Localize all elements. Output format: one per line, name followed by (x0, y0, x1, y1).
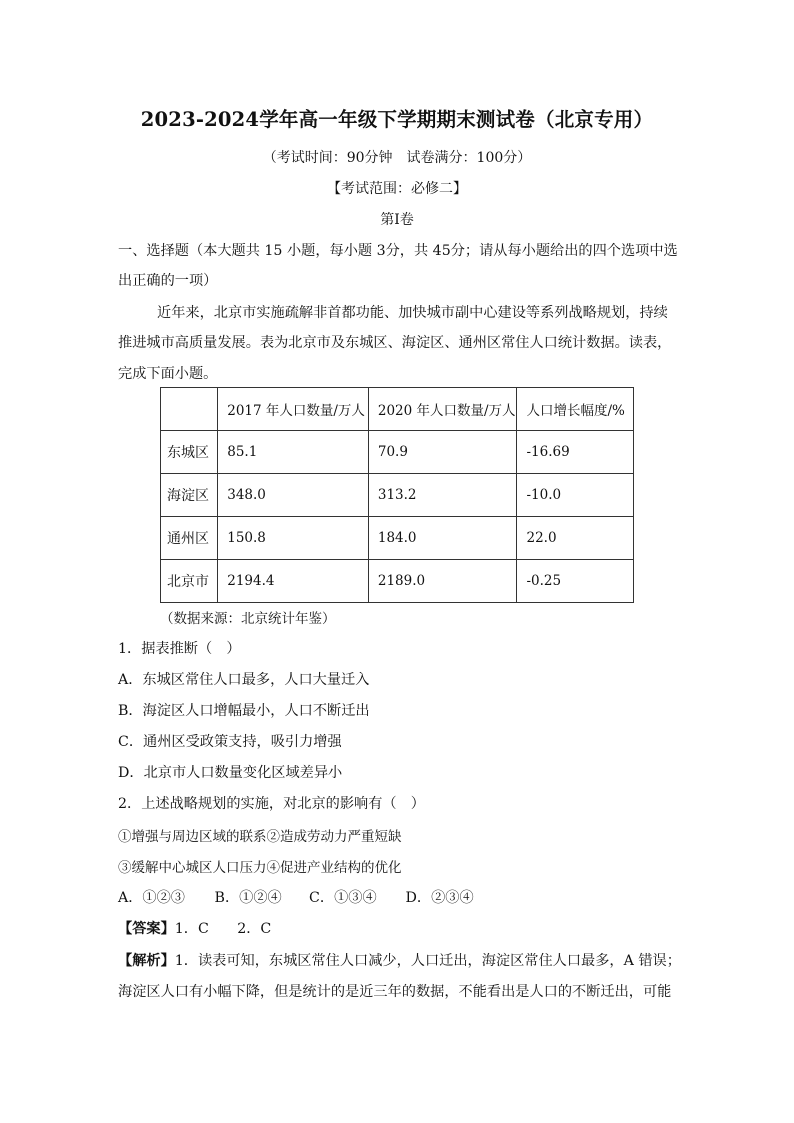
table-row (161, 517, 634, 560)
question-2-options (118, 887, 678, 907)
exam-title: 2023-2024学年高一年级下学期期末测试卷（北京专用） (140, 108, 654, 131)
table-cell: 22.0 (517, 517, 634, 560)
table-row-header: 通州区 (161, 517, 218, 560)
table-row-header: 海淀区 (161, 474, 218, 517)
table-header-cell: 2017 年人口数量/万人 (218, 388, 369, 431)
table-header-cell: 人口增长幅度/% (517, 388, 634, 431)
question-2-option-c: C．①③④ (309, 890, 377, 906)
question-1-option-a: A．东城区常住人口最多，人口大量迁入 (118, 672, 370, 688)
passage-line-2: 推进城市高质量发展。表为北京市及东城区、海淀区、通州区常住人口统计数据。读表， (118, 335, 672, 351)
question-2-option-b: B．①②④ (214, 890, 282, 906)
table-cell: 184.0 (368, 517, 517, 560)
volume-label: 第Ⅰ卷 (380, 212, 414, 228)
analysis-line-1 (118, 950, 681, 970)
table-cell: 313.2 (368, 474, 517, 517)
section-header-line-2: 出正确的一项） (118, 273, 218, 289)
question-2-option-a: A．①②③ (118, 890, 185, 906)
passage-line-1: 近年来，北京市实施疏解非首都功能、加快城市副中心建设等系列战略规划，持续 (157, 305, 668, 321)
analysis-text-1: 1．读表可知，东城区常住人口减少，人口迁出，海淀区常住人口最多，A 错误； (174, 953, 681, 969)
table-cell: -16.69 (517, 431, 634, 474)
section-header-line-1: 一、选择题（本大题共 15 小题，每小题 3分，共 45分；请从每小题给出的四个选项中选 (118, 243, 678, 259)
analysis-label: 【解析】 (118, 953, 175, 969)
table-cell: 2189.0 (368, 560, 517, 603)
passage-line-3: 完成下面小题。 (118, 366, 218, 382)
table-cell: 85.1 (218, 431, 369, 474)
question-1-stem: 1．据表推断（ ） (118, 641, 241, 657)
table-header-row (161, 388, 634, 431)
answer-line (118, 918, 678, 938)
question-2-stem: 2．上述战略规划的实施，对北京的影响有（ ） (118, 796, 425, 812)
analysis-line-2: 海淀区人口有小幅下降，但是统计的是近三年的数据，不能看出是人口的不断迁出，可能 (118, 984, 672, 1000)
table-cell: 70.9 (368, 431, 517, 474)
answer-label: 【答案】 (118, 921, 175, 937)
table-row-header: 北京市 (161, 560, 218, 603)
table-cell: 2194.4 (218, 560, 369, 603)
table-cell: 348.0 (218, 474, 369, 517)
answer-text: 1．C 2．C (174, 921, 272, 937)
question-1-option-b: B．海淀区人口增幅最小，人口不断迁出 (118, 703, 370, 719)
question-1-option-d: D．北京市人口数量变化区域差异小 (118, 765, 343, 781)
question-2-option-d: D．②③④ (405, 890, 474, 906)
exam-info: （考试时间：90分钟 试卷满分：100分） (262, 150, 532, 166)
table-row-header: 东城区 (161, 431, 218, 474)
question-2-statements-1: ①增强与周边区域的联系②造成劳动力严重短缺 (118, 829, 402, 845)
question-2-statements-2: ③缓解中心城区人口压力④促进产业结构的优化 (118, 860, 402, 876)
exam-scope: 【考试范围：必修二】 (327, 181, 467, 197)
table-cell: -10.0 (517, 474, 634, 517)
table-row (161, 431, 634, 474)
table-cell: -0.25 (517, 560, 634, 603)
table-source: （数据来源：北京统计年鉴） (160, 611, 336, 627)
table-cell: 150.8 (218, 517, 369, 560)
population-table (160, 387, 634, 603)
table-header-cell: 2020 年人口数量/万人 (368, 388, 517, 431)
question-1-option-c: C．通州区受政策支持，吸引力增强 (118, 734, 342, 750)
table-row (161, 474, 634, 517)
table-header-cell (161, 388, 218, 431)
table-row (161, 560, 634, 603)
